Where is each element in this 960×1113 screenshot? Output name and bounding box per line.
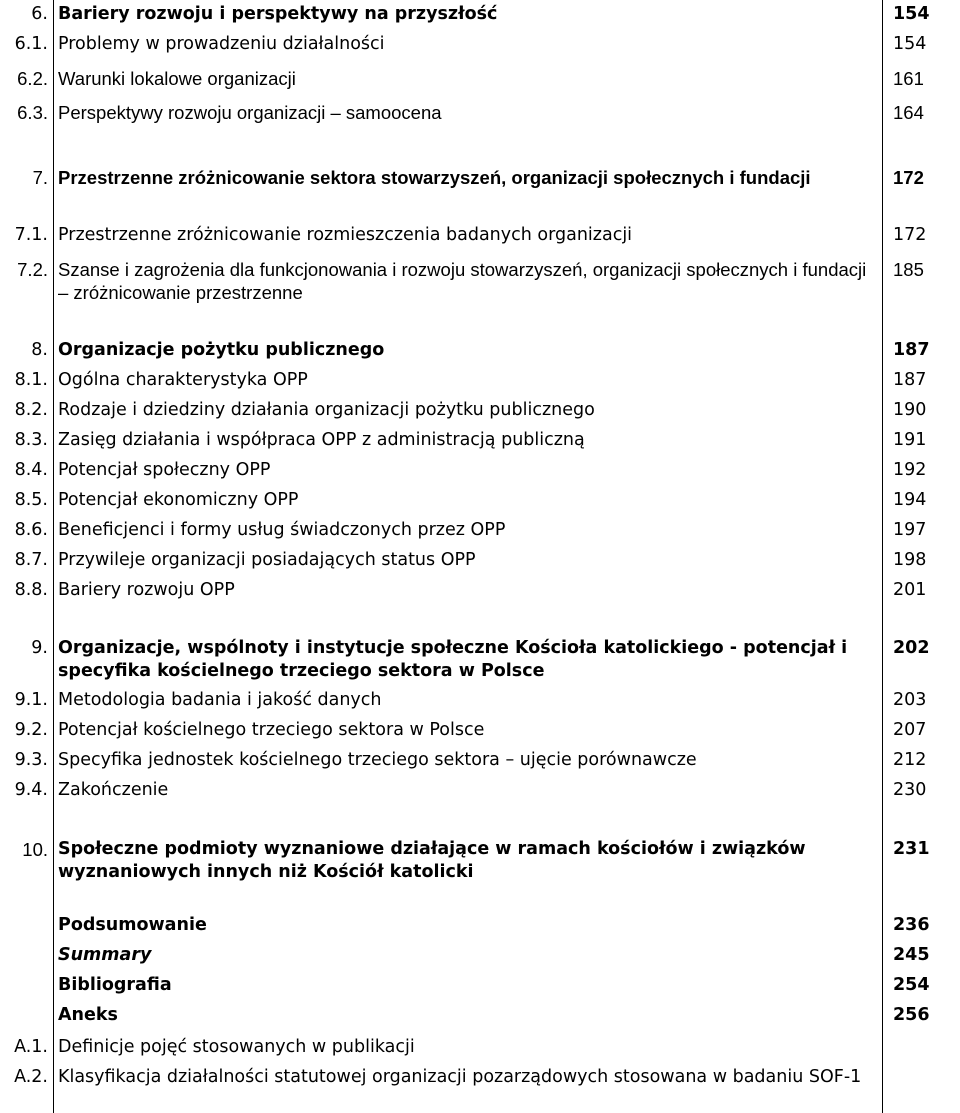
toc-entry-title: Aneks: [58, 1005, 118, 1025]
toc-entry-title: Przestrzenne zróżnicowanie sektora stowarzyszeń, organizacji społecznych i fundacji: [58, 167, 811, 188]
toc-entry-page: 172: [893, 167, 924, 188]
column-divider-right: [882, 0, 883, 1113]
toc-entry-title: Zasięg działania i współpraca OPP z administracją publiczną: [58, 430, 585, 450]
toc-entry-title: Definicje pojęć stosowanych w publikacji: [58, 1037, 415, 1057]
toc-entry-title: Ogólna charakterystyka OPP: [58, 370, 308, 390]
toc-entry-title: Specyfika jednostek kościelnego trzeciego sektora – ujęcie porównawcze: [58, 750, 697, 770]
toc-entry-title: Zakończenie: [58, 780, 169, 800]
toc-entry-page: 164: [893, 102, 924, 123]
toc-entry-number: A.1.: [14, 1037, 48, 1057]
toc-entry-title: Szanse i zagrożenia dla funkcjonowania i rozwoju stowarzyszeń, organizacji społecznych i fundacji – zróżnicowanie przestrzenne: [58, 259, 867, 303]
toc-entry-page: 154: [893, 4, 930, 24]
toc-entry-number: 8.: [31, 340, 48, 360]
toc-entry-number: 9.: [31, 638, 48, 658]
toc-entry-title: Bibliografia: [58, 975, 172, 995]
toc-entry-title: Potencjał ekonomiczny OPP: [58, 490, 299, 510]
toc-entry-page: 187: [893, 370, 927, 390]
toc-entry-page: 194: [893, 490, 927, 510]
toc-entry-number: 8.4.: [14, 460, 48, 480]
toc-entry-title: Rodzaje i dziedziny działania organizacji pożytku publicznego: [58, 400, 595, 420]
toc-entry-page: 201: [893, 580, 927, 600]
toc-entry-page: 187: [893, 340, 930, 360]
toc-entry-number: 8.8.: [14, 580, 48, 600]
toc-entry-page: 231: [893, 839, 930, 859]
toc-entry-title: Bariery rozwoju i perspektywy na przyszłość: [58, 4, 498, 24]
toc-entry-number: 10.: [22, 839, 48, 860]
toc-entry-page: 202: [893, 638, 930, 658]
toc-entry-title: Perspektywy rozwoju organizacji – samoocena: [58, 102, 442, 123]
toc-entry-page: 207: [893, 720, 927, 740]
toc-entry-number: 8.7.: [14, 550, 48, 570]
column-divider-left: [53, 0, 54, 1113]
toc-entry-number: 6.1.: [14, 34, 48, 54]
toc-entry-title: Warunki lokalowe organizacji: [58, 68, 296, 89]
toc-entry-number: 8.6.: [14, 520, 48, 540]
toc-entry-page: 203: [893, 690, 927, 710]
toc-entry-number: 6.2.: [17, 68, 48, 89]
toc-entry-number: 9.2.: [14, 720, 48, 740]
toc-entry-page: 161: [893, 68, 924, 89]
toc-entry-title: Problemy w prowadzeniu działalności: [58, 34, 385, 54]
toc-entry-page: 191: [893, 430, 927, 450]
toc-entry-page: 192: [893, 460, 927, 480]
toc-entry-number: 8.5.: [14, 490, 48, 510]
toc-entry-title: Potencjał społeczny OPP: [58, 460, 271, 480]
toc-entry-page: 212: [893, 750, 927, 770]
toc-entry-page: 190: [893, 400, 927, 420]
toc-entry-page: 185: [893, 259, 924, 280]
toc-entry-title: Organizacje pożytku publicznego: [58, 340, 385, 360]
toc-entry-page: 154: [893, 34, 927, 54]
toc-entry-title: Metodologia badania i jakość danych: [58, 690, 382, 710]
toc-entry-title: Organizacje, wspólnoty i instytucje społeczne Kościoła katolickiego - potencjał i specyfika kościelnego trzeciego sektora w Polsce: [58, 638, 848, 681]
toc-entry-number: 9.1.: [14, 690, 48, 710]
toc-entry-title: Społeczne podmioty wyznaniowe działające w ramach kościołów i związków wyznaniowych innych niż Kościół katolicki: [58, 839, 806, 882]
toc-entry-page: 230: [893, 780, 927, 800]
toc-entry-page: 236: [893, 915, 930, 935]
toc-entry-title: Summary: [58, 945, 152, 965]
toc-entry-title: Potencjał kościelnego trzeciego sektora w Polsce: [58, 720, 485, 740]
toc-entry-title: Klasyfikacja działalności statutowej organizacji pozarządowych stosowana w badaniu SOF-1: [58, 1067, 862, 1087]
toc-entry-number: 8.2.: [14, 400, 48, 420]
toc-entry-number: 7.1.: [14, 225, 48, 245]
toc-entry-title: Bariery rozwoju OPP: [58, 580, 235, 600]
toc-entry-page: 197: [893, 520, 927, 540]
toc-entry-number: 7.2.: [17, 259, 48, 280]
toc-entry-title: Przywileje organizacji posiadających status OPP: [58, 550, 476, 570]
toc-entry-number: 6.: [31, 4, 48, 24]
toc-entry-title: Podsumowanie: [58, 915, 207, 935]
toc-entry-number: 7.: [32, 167, 48, 188]
toc-entry-number: 9.3.: [14, 750, 48, 770]
toc-entry-title: Przestrzenne zróżnicowanie rozmieszczenia badanych organizacji: [58, 225, 633, 245]
toc-entry-number: 8.3.: [14, 430, 48, 450]
toc-entry-page: 256: [893, 1005, 930, 1025]
toc-entry-number: 6.3.: [17, 102, 48, 123]
toc-entry-page: 198: [893, 550, 927, 570]
toc-entry-title: Beneficjenci i formy usług świadczonych przez OPP: [58, 520, 506, 540]
toc-entry-page: 172: [893, 225, 927, 245]
toc-entry-page: 254: [893, 975, 930, 995]
toc-entry-page: 245: [893, 945, 930, 965]
toc-entry-number: 9.4.: [14, 780, 48, 800]
toc-entry-number: 8.1.: [14, 370, 48, 390]
toc-entry-number: A.2.: [14, 1067, 48, 1087]
